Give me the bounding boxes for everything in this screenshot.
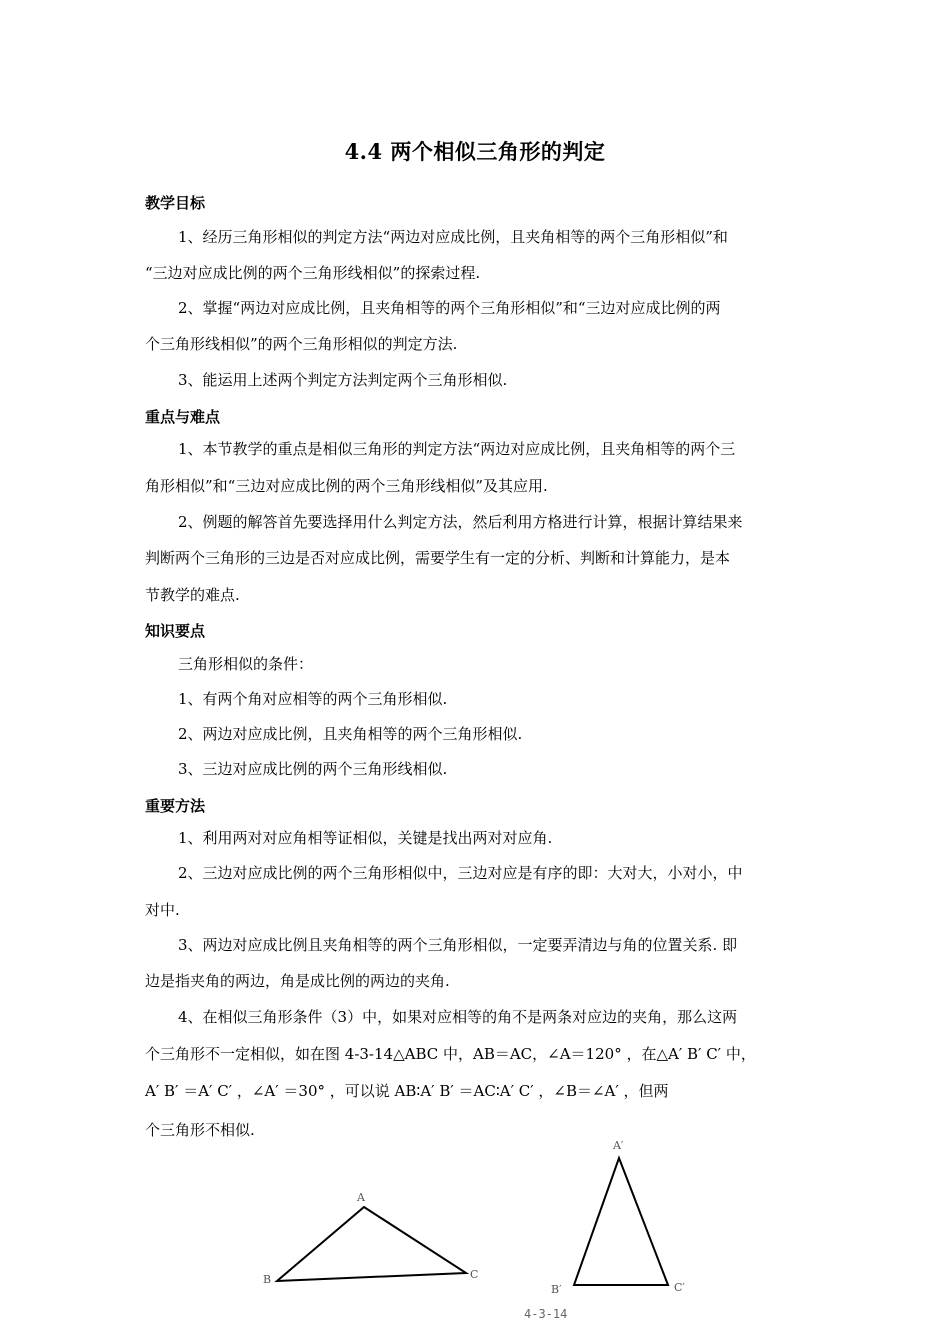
paragraph-line: 对中. — [145, 901, 180, 919]
paragraph-line: 角形相似”和“三边对应成比例的两个三角形线相似”及其应用. — [145, 477, 548, 495]
paragraph-line: A′ B′ ＝A′ C′ ，∠A′ ＝30° ，可以说 AB∶A′ B′ ＝AC∶A′ C′ ，∠B＝∠A′ ，但两 — [145, 1082, 669, 1100]
label-b: B — [263, 1273, 272, 1286]
paragraph-line: 个三角形不相似. — [145, 1121, 255, 1139]
paragraph-line: 3、能运用上述两个判定方法判定两个三角形相似. — [178, 371, 508, 389]
paragraph-line: 2、例题的解答首先要选择用什么判定方法，然后利用方格进行计算，根据计算结果来 — [178, 513, 743, 531]
label-c: C — [470, 1268, 479, 1281]
paragraph-line: 边是指夹角的两边，角是成比例的两边的夹角. — [145, 972, 450, 990]
paragraph-line: 个三角形线相似”的两个三角形相似的判定方法. — [145, 335, 458, 353]
paragraph-line: “三边对应成比例的两个三角形线相似”的探索过程. — [145, 264, 481, 282]
label-a: A — [357, 1191, 365, 1204]
paragraph-line: 个三角形不一定相似，如在图 4-3-14△ABC 中，AB＝AC，∠A＝120° ，在△A′ B′ C′ 中， — [145, 1045, 756, 1063]
paragraph-line: 1、经历三角形相似的判定方法“两边对应成比例，且夹角相等的两个三角形相似”和 — [178, 228, 728, 246]
label-b-prime: B′ — [551, 1283, 562, 1296]
section-heading-knowledge: 知识要点 — [145, 622, 206, 640]
label-c-prime: C′ — [674, 1281, 685, 1294]
paragraph-line: 2、掌握“两边对应成比例，且夹角相等的两个三角形相似”和“三边对应成比例的两 — [178, 299, 721, 317]
triangle-a-prime-b-prime-c-prime — [574, 1158, 668, 1285]
figure-caption: 4-3-14 — [524, 1307, 568, 1321]
page-title: 4.4 两个相似三角形的判定 — [344, 139, 606, 164]
paragraph-line: 3、两边对应成比例且夹角相等的两个三角形相似，一定要弄清边与角的位置关系. 即 — [178, 936, 738, 954]
paragraph-line: 1、利用两对对应角相等证相似，关键是找出两对对应角. — [178, 829, 553, 847]
paragraph-line: 2、两边对应成比例，且夹角相等的两个三角形相似. — [178, 725, 523, 743]
paragraph-line: 1、有两个角对应相等的两个三角形相似. — [178, 690, 448, 708]
paragraph-line: 三角形相似的条件： — [178, 655, 314, 673]
paragraph-line: 3、三边对应成比例的两个三角形线相似. — [178, 760, 448, 778]
paragraph-line: 节教学的难点. — [145, 586, 240, 604]
section-heading-key: 重点与难点 — [145, 408, 221, 426]
paragraph-line: 4、在相似三角形条件（3）中，如果对应相等的角不是两条对应边的夹角，那么这两 — [178, 1008, 738, 1026]
label-a-prime: A′ — [613, 1139, 624, 1152]
section-heading-goals: 教学目标 — [145, 194, 206, 212]
section-heading-methods: 重要方法 — [145, 797, 206, 815]
triangle-abc — [277, 1207, 466, 1281]
paragraph-line: 1、本节教学的重点是相似三角形的判定方法“两边对应成比例，且夹角相等的两个三 — [178, 440, 736, 458]
paragraph-line: 2、三边对应成比例的两个三角形相似中，三边对应是有序的即：大对大，小对小，中 — [178, 864, 743, 882]
paragraph-line: 判断两个三角形的三边是否对应成比例，需要学生有一定的分析、判断和计算能力，是本 — [145, 549, 731, 567]
